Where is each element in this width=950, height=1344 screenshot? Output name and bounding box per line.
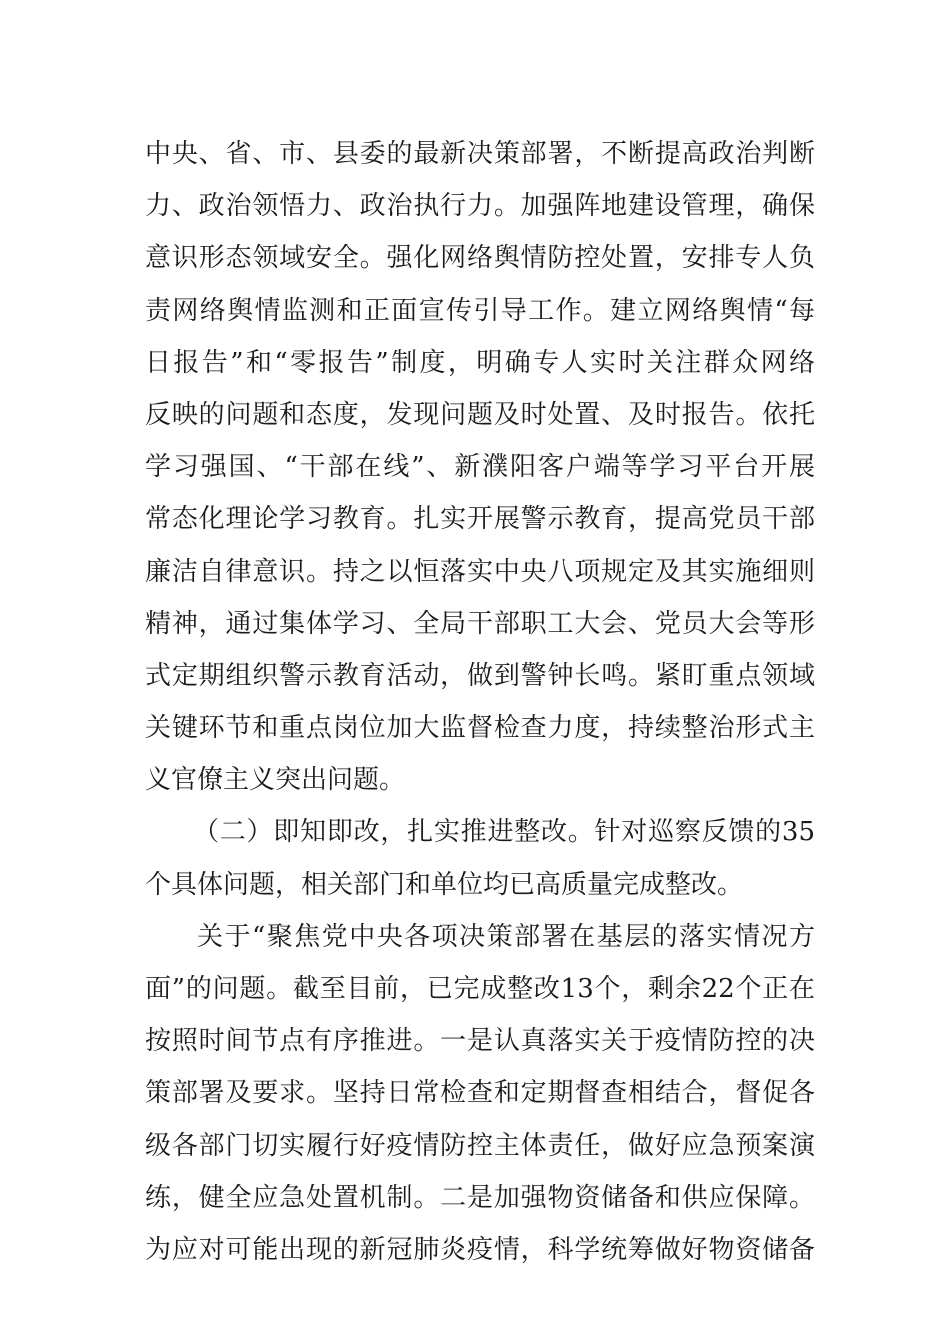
text-line: 精神，通过集体学习、全局干部职工大会、党员大会等形 [145, 608, 815, 639]
text-line: 学习强国、“干部在线”、新濮阳客户端等学习平台开展 [145, 452, 815, 483]
text-line: 责网络舆情监测和正面宣传引导工作。建立网络舆情“每 [145, 295, 815, 326]
text-line: 按照时间节点有序推进。一是认真落实关于疫情防控的决 [145, 1026, 815, 1057]
paragraph-first-line: 关于“聚焦党中央各项决策部署在基层的落实情况方 [197, 921, 815, 952]
text-line: 廉洁自律意识。持之以恒落实中央八项规定及其实施细则 [145, 556, 815, 587]
text-line: 策部署及要求。坚持日常检查和定期督查相结合，督促各 [145, 1078, 815, 1109]
text-line: 面”的问题。截至目前，已完成整改13个，剩余22个正在 [145, 974, 815, 1004]
text-line: 式定期组织警示教育活动，做到警钟长鸣。紧盯重点领域 [145, 660, 815, 691]
text-line: 关键环节和重点岗位加大监督检查力度，持续整治形式主 [145, 713, 815, 744]
text-line: 级各部门切实履行好疫情防控主体责任，做好应急预案演 [145, 1130, 815, 1161]
text-line: 反映的问题和态度，发现问题及时处置、及时报告。依托 [145, 399, 815, 430]
text-line: 意识形态领域安全。强化网络舆情防控处置，安排专人负 [145, 243, 815, 274]
text-line: 力、政治领悟力、政治执行力。加强阵地建设管理，确保 [145, 191, 815, 222]
section-heading-line: （二）即知即改，扎实推进整改。针对巡察反馈的35 [193, 817, 815, 848]
text-line: 义官僚主义突出问题。 [145, 765, 406, 796]
body-text [145, 128, 815, 1276]
text-line: 日报告”和“零报告”制度，明确专人实时关注群众网络 [145, 347, 815, 378]
text-line: 个具体问题，相关部门和单位均已高质量完成整改。 [145, 869, 744, 900]
text-line: 练，健全应急处置机制。二是加强物资储备和供应保障。 [145, 1182, 815, 1213]
text-line: 为应对可能出现的新冠肺炎疫情，科学统筹做好物资储备 [145, 1234, 815, 1265]
text-line: 中央、省、市、县委的最新决策部署，不断提高政治判断 [145, 139, 815, 169]
text-line: 常态化理论学习教育。扎实开展警示教育，提高党员干部 [145, 504, 815, 535]
